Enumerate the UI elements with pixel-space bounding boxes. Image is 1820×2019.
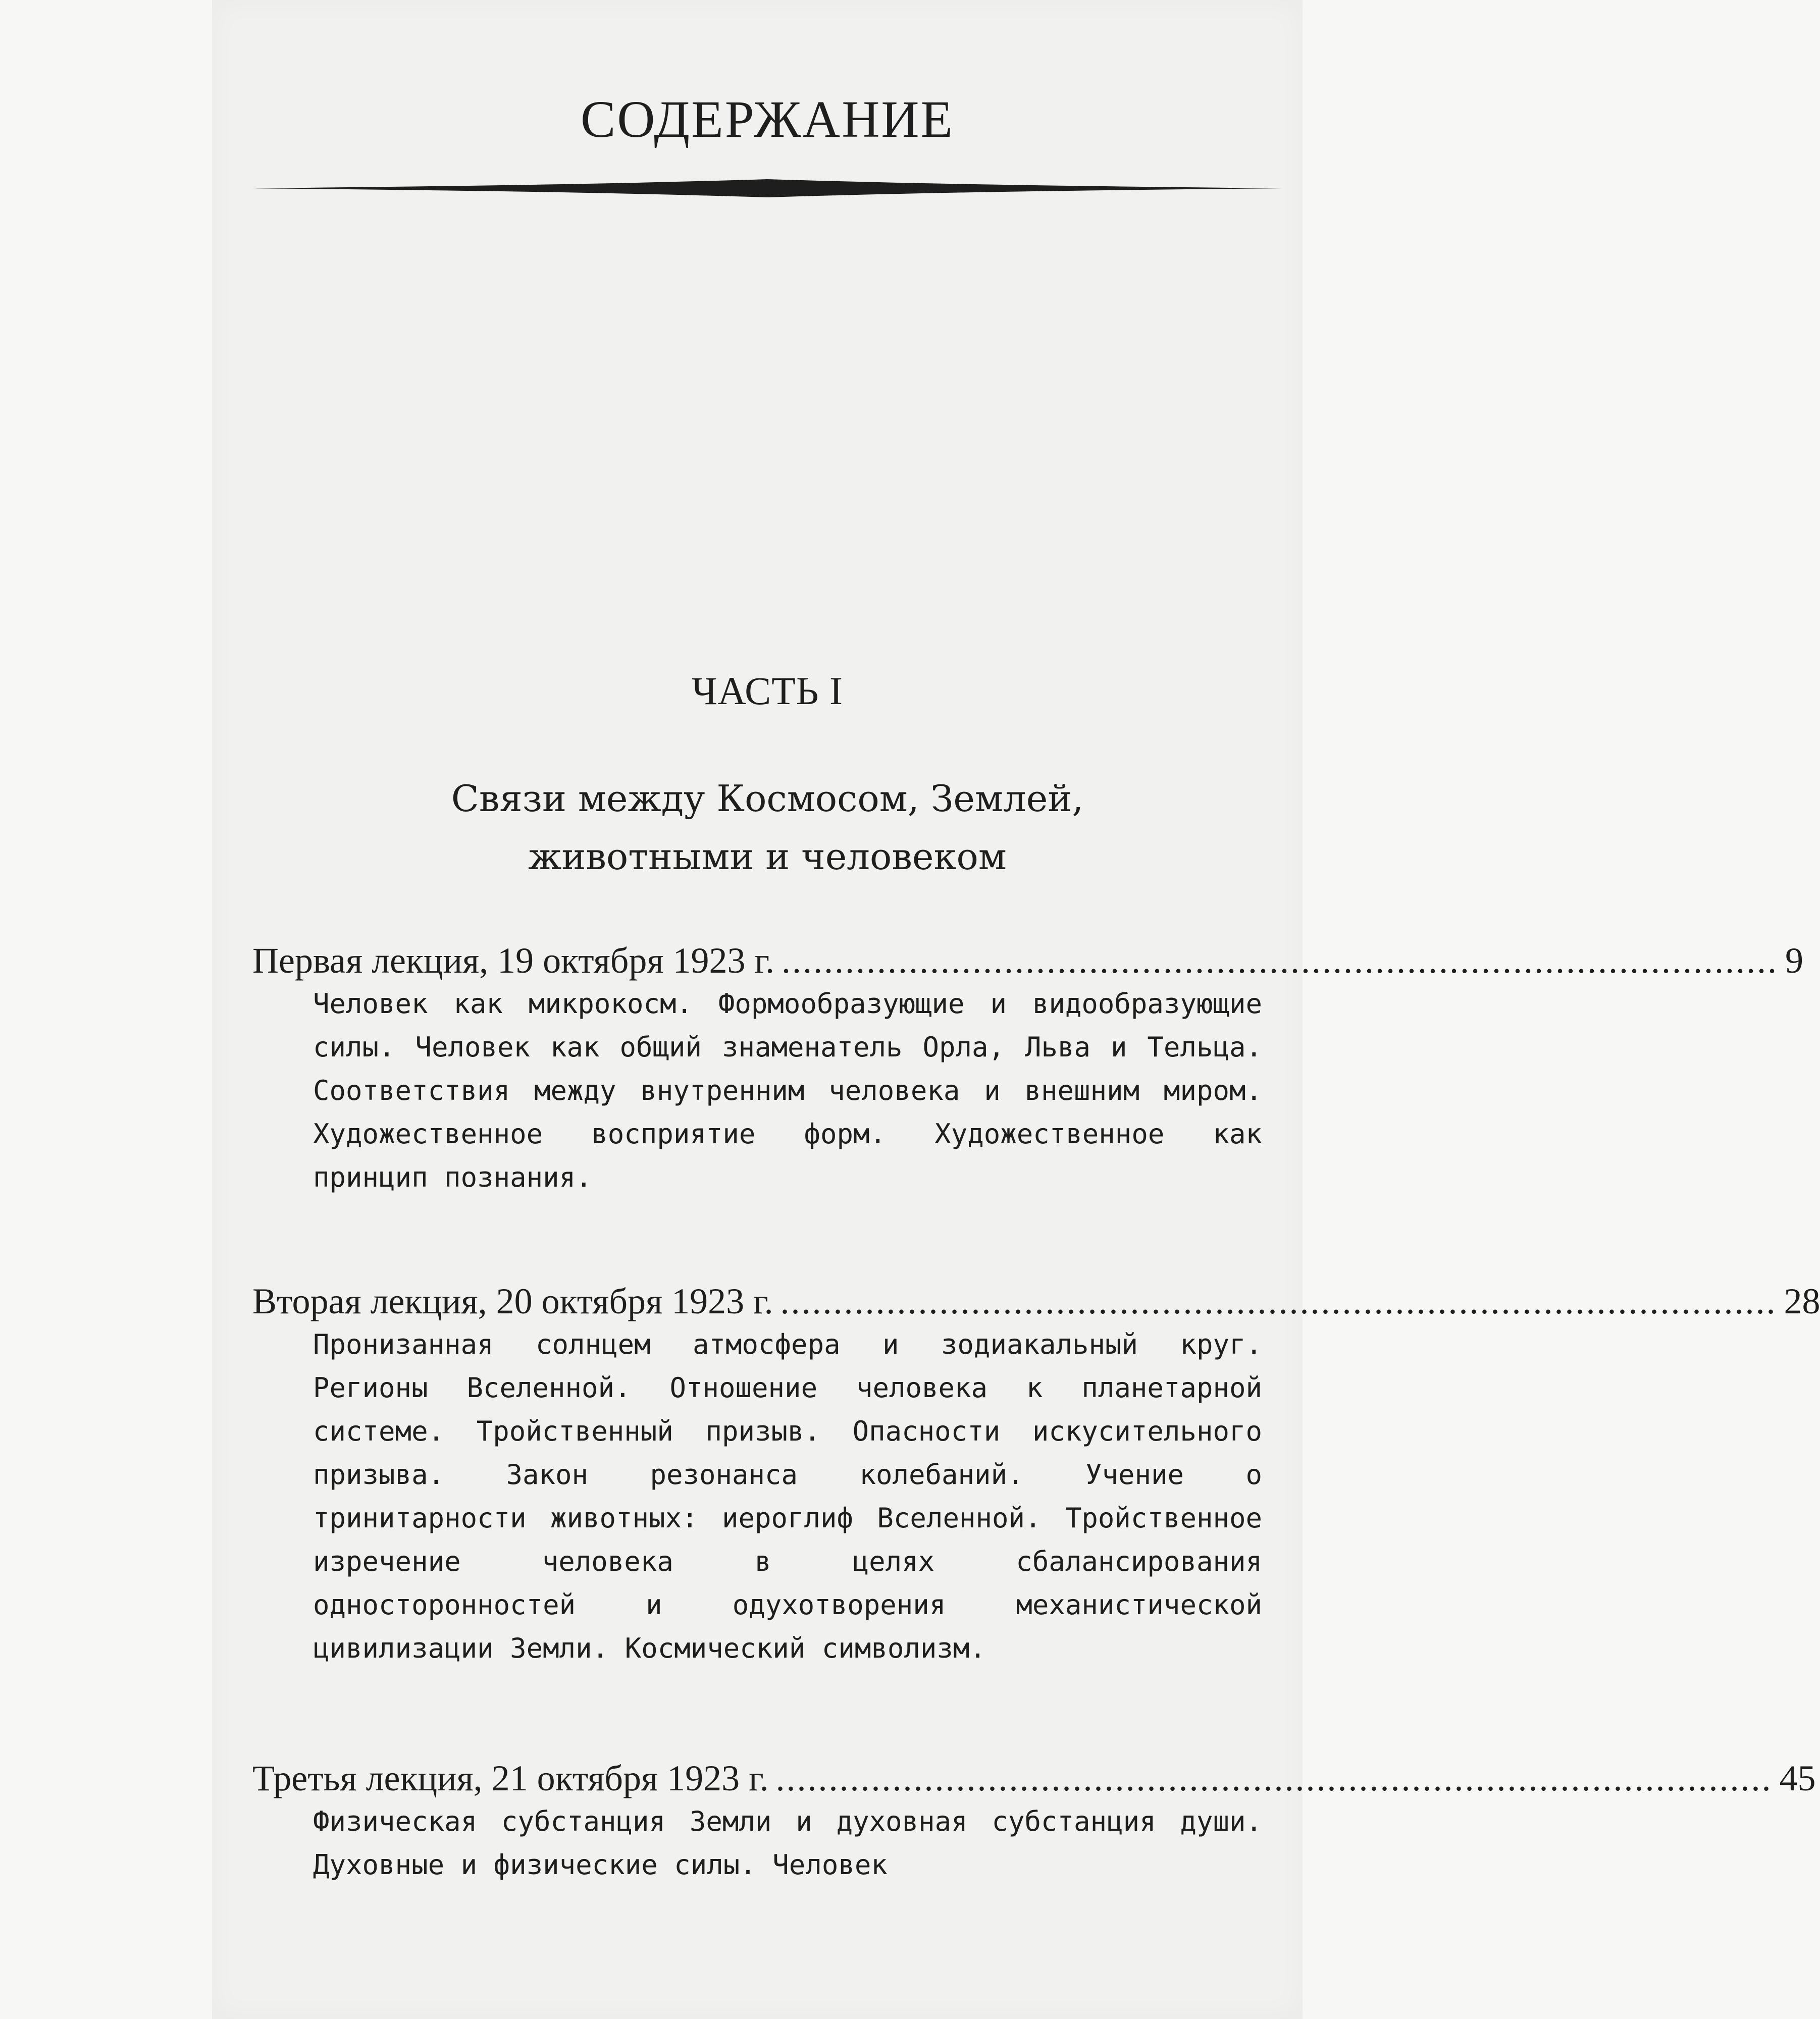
dot-leader: .............................................................................................. [781,940,1778,981]
dot-leader: .............................................................................................. [775,1758,1773,1798]
lecture-summary: Пронизанная солнцем атмосфера и зодиакальный круг. Регионы Вселенной. Отношение человека к планетарной системе. Тройственный призыв. Опасности искусительного призыва. Закон резонанса колебаний. Учение о тринитарности животных: иероглиф Вселенной. Тройственное изречение человека в целях сбалансирования односторонностей и одухотворения механистической цивилизации Земли. Космический символизм. [313,1329,1262,1664]
toc-entry-heading[interactable] [252,1757,1816,1800]
page-title: СОДЕРЖАНИЕ [581,90,954,148]
page-number: 28 [1784,1281,1820,1321]
title-underline-ornament [252,173,1282,203]
toc-entry-heading[interactable] [252,1280,1820,1323]
page-number: 9 [1785,940,1803,981]
toc-entry-lecture-2[interactable] [252,1280,1820,1670]
lecture-title: Третья лекция, 21 октября 1923 г. [252,1758,769,1798]
page-number: 45 [1779,1758,1816,1798]
lecture-summary: Человек как микрокосм. Формообразующие и видообразующие силы. Человек как общий знаменатель Орла, Льва и Тельца. Соответствия между внутренним человека и внешним миром. Художественное восприятие форм. Художественное как принцип познания. [313,988,1262,1193]
part-label: ЧАСТЬ I [691,669,844,713]
part-subtitle [252,770,1282,886]
part-subtitle-line: животными и человеком [528,835,1007,878]
toc-entry-lecture-3[interactable] [252,1757,1816,1887]
toc-entry-heading[interactable] [252,939,1803,982]
dot-leader: .............................................................................................. [780,1281,1777,1321]
lecture-summary: Физическая субстанция Земли и духовная субстанция души. Духовные и физические силы. Человек [313,1805,1262,1881]
lecture-title: Первая лекция, 19 октября 1923 г. [252,940,774,981]
part-subtitle-line: Связи между Космосом, Землей, [451,777,1084,820]
toc-entry-lecture-1[interactable] [252,939,1803,1199]
lecture-title: Вторая лекция, 20 октября 1923 г. [252,1281,773,1321]
